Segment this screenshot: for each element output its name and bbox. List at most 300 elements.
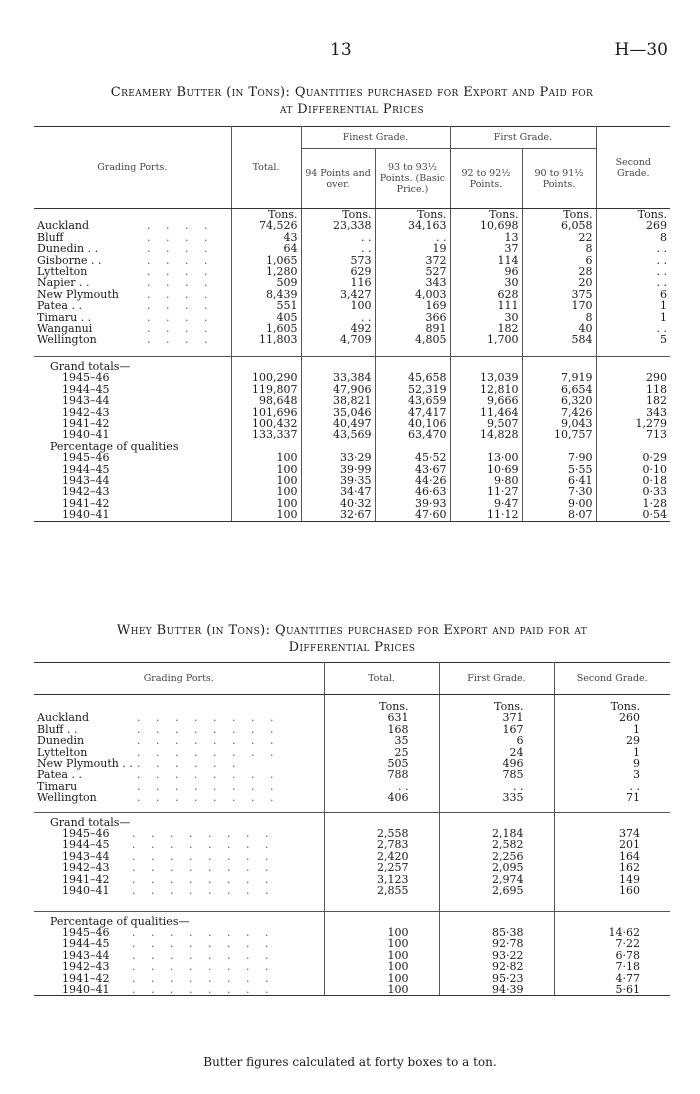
leader-dots: . . . . . . . . — [132, 937, 275, 951]
port-name — [34, 792, 324, 803]
cell-second: 374 — [554, 828, 670, 839]
cell-second: 162 — [554, 862, 670, 873]
cell-p94: . . — [301, 312, 375, 323]
cell-p94: 47,906 — [301, 384, 375, 395]
year-label: 1944–45 — [62, 838, 110, 852]
cell-second: 149 — [554, 874, 670, 885]
cell-first: 2,095 — [439, 862, 554, 873]
cell-total: 100,290 — [231, 372, 301, 383]
year-label: 1943–44 — [62, 473, 110, 487]
cell-total: 1,280 — [231, 266, 301, 277]
cell-p94: 33·29 — [301, 452, 375, 463]
cell-p90: 7·30 — [522, 486, 596, 497]
cell-p92: 1,700 — [450, 334, 522, 345]
port-label: Patea . . — [37, 768, 82, 782]
table-row — [34, 220, 670, 231]
unit-label: Tons. — [324, 701, 439, 712]
col-first-grade: First Grade. — [450, 127, 596, 149]
year-label: 1942–43 — [62, 861, 110, 875]
unit-label: Tons. — [522, 209, 596, 221]
leader-dots: . . . . — [147, 333, 214, 347]
table-row — [34, 769, 670, 780]
unit-label: Tons. — [450, 209, 522, 221]
year-label: 1941–42 — [62, 872, 110, 886]
cell-second: 260 — [554, 712, 670, 723]
leader-dots: . . . . — [147, 230, 214, 244]
cell-p92: 37 — [450, 243, 522, 254]
cell-total: 8,439 — [231, 289, 301, 300]
cell-p92: 9·80 — [450, 475, 522, 486]
cell-p93: 169 — [375, 300, 450, 311]
cell-p92: 182 — [450, 323, 522, 334]
leader-dots: . . . . — [147, 287, 214, 301]
creamery-title-line2: at Differential Prices — [279, 102, 425, 117]
year-label: 1945–46 — [62, 925, 110, 939]
cell-p92: 12,810 — [450, 384, 522, 395]
cell-total: 168 — [324, 724, 439, 735]
table-row — [34, 395, 670, 406]
cell-p94: . . — [301, 232, 375, 243]
leader-dots: . . . . . . — [137, 757, 242, 771]
cell-p94: 629 — [301, 266, 375, 277]
cell-second: 0·33 — [596, 486, 670, 497]
cell-p94: 34·47 — [301, 486, 375, 497]
cell-second: 160 — [554, 885, 670, 896]
cell-total: 100 — [324, 950, 439, 961]
creamery-table — [34, 126, 670, 522]
cell-p94: . . — [301, 243, 375, 254]
cell-total: 100 — [324, 961, 439, 972]
percentage-heading — [34, 916, 670, 927]
cell-total: 133,337 — [231, 429, 301, 440]
port-label: Patea . . — [37, 299, 82, 313]
cell-p94: 4,709 — [301, 334, 375, 345]
cell-second: . . — [596, 243, 670, 254]
table-row — [34, 735, 670, 746]
cell-p94: 38,821 — [301, 395, 375, 406]
cell-first: 785 — [439, 769, 554, 780]
cell-total: . . — [324, 781, 439, 792]
year-label: 1945–46 — [62, 827, 110, 841]
table-row — [34, 862, 670, 873]
cell-second: 4·77 — [554, 973, 670, 984]
cell-second: 7·22 — [554, 938, 670, 949]
cell-total: 64 — [231, 243, 301, 254]
cell-total: 25 — [324, 747, 439, 758]
spacer-row — [34, 804, 670, 813]
cell-first: 167 — [439, 724, 554, 735]
cell-second: 8 — [596, 232, 670, 243]
cell-p90: 8·07 — [522, 509, 596, 521]
cell-p93: 45,658 — [375, 372, 450, 383]
whey-col-first-grade: First Grade. — [439, 663, 554, 695]
cell-p90: 5·55 — [522, 464, 596, 475]
spacer-cell — [450, 346, 522, 357]
spacer-cell — [375, 346, 450, 357]
port-label: New Plymouth . . — [37, 757, 133, 771]
cell-p93: 46·63 — [375, 486, 450, 497]
spacer-cell — [324, 897, 439, 912]
spacer-cell — [439, 804, 554, 813]
cell-first: 2,974 — [439, 874, 554, 885]
cell-total: 100 — [231, 464, 301, 475]
cell-p93: 52,319 — [375, 384, 450, 395]
cell-p93: 47·60 — [375, 509, 450, 521]
cell-p92: 10·69 — [450, 464, 522, 475]
cell-p93: . . — [375, 232, 450, 243]
leader-dots: . . . . . . . . — [137, 779, 280, 793]
spacer-cell — [34, 897, 324, 912]
spacer-cell — [231, 346, 301, 357]
page-header — [0, 40, 700, 64]
col-94-points: 94 Points and over. — [301, 149, 375, 209]
year-cell — [34, 429, 231, 440]
col-second-grade: Second Grade. — [596, 127, 670, 209]
units-row — [34, 701, 670, 712]
cell-p94: 33,384 — [301, 372, 375, 383]
leader-dots: . . . . . . . . — [137, 791, 280, 805]
leader-dots: . . . . . . . . — [132, 884, 275, 898]
cell-p90: 8 — [522, 243, 596, 254]
year-label: 1941–42 — [62, 416, 110, 430]
spacer-cell — [301, 346, 375, 357]
whey-col-grading-ports: Grading Ports. — [34, 663, 324, 695]
percentage-label: Percentage of qualities— — [50, 914, 190, 928]
cell-second: 3 — [554, 769, 670, 780]
col-grading-ports: Grading Ports. — [34, 127, 231, 209]
cell-first: 94·39 — [439, 984, 554, 996]
cell-p94: 40,497 — [301, 418, 375, 429]
col-92-points: 92 to 92½ Points. — [450, 149, 522, 209]
cell-p90: 6·41 — [522, 475, 596, 486]
year-label: 1945–46 — [62, 371, 110, 385]
cell-p94: 573 — [301, 255, 375, 266]
cell-total: 101,696 — [231, 407, 301, 418]
cell-p90: 40 — [522, 323, 596, 334]
cell-first: 2,256 — [439, 851, 554, 862]
port-label: Lyttelton — [37, 265, 88, 279]
cell-p93: 39·93 — [375, 498, 450, 509]
cell-p90: 7,919 — [522, 372, 596, 383]
cell-first: 24 — [439, 747, 554, 758]
table-row — [34, 961, 670, 972]
port-label: Timaru . . — [37, 310, 92, 324]
cell-total: 100 — [231, 486, 301, 497]
cell-p94: 23,338 — [301, 220, 375, 231]
spacer-cell — [554, 804, 670, 813]
cell-p90: 6,320 — [522, 395, 596, 406]
cell-p92: 13 — [450, 232, 522, 243]
cell-total: 405 — [231, 312, 301, 323]
cell-p93: 47,417 — [375, 407, 450, 418]
port-label: Gisborne . . — [37, 253, 102, 267]
year-label: 1944–45 — [62, 462, 110, 476]
cell-second: 0·54 — [596, 509, 670, 521]
cell-second: 0·10 — [596, 464, 670, 475]
cell-p90: 375 — [522, 289, 596, 300]
col-90-points: 90 to 91½ Points. — [522, 149, 596, 209]
cell-p93: 4,805 — [375, 334, 450, 345]
cell-second: 182 — [596, 395, 670, 406]
table-row — [34, 429, 670, 440]
leader-dots: . . . . . . . . — [132, 838, 275, 852]
table-row — [34, 758, 670, 769]
year-label: 1944–45 — [62, 382, 110, 396]
percentage-label: Percentage of qualities — [50, 439, 179, 453]
cell-p94: 3,427 — [301, 289, 375, 300]
port-label: Napier . . — [37, 276, 90, 290]
whey-col-total: Total. — [324, 663, 439, 695]
table-row — [34, 509, 670, 521]
cell-total: 2,257 — [324, 862, 439, 873]
table-row — [34, 334, 670, 345]
cell-p94: 39·99 — [301, 464, 375, 475]
cell-total: 631 — [324, 712, 439, 723]
cell-p90: 9·00 — [522, 498, 596, 509]
cell-p93: 45·52 — [375, 452, 450, 463]
cell-total: 2,420 — [324, 851, 439, 862]
cell-p93: 40,106 — [375, 418, 450, 429]
cell-second: 5·61 — [554, 984, 670, 996]
cell-p92: 111 — [450, 300, 522, 311]
port-label: Auckland — [37, 711, 90, 725]
cell-total: 406 — [324, 792, 439, 803]
cell-p90: 7,426 — [522, 407, 596, 418]
whey-title-line2: Differential Prices — [288, 640, 416, 655]
leader-dots: . . . . . . . . — [132, 872, 275, 886]
table-row — [34, 984, 670, 996]
cell-first: 2,695 — [439, 885, 554, 896]
leader-dots: . . . . — [147, 276, 214, 290]
port-name — [34, 334, 231, 345]
cell-total: 100 — [231, 452, 301, 463]
table-row — [34, 372, 670, 383]
port-label: Bluff . . — [37, 722, 78, 736]
port-label: New Plymouth — [37, 287, 119, 301]
table-row — [34, 828, 670, 839]
cell-p90: 6 — [522, 255, 596, 266]
cell-p92: 628 — [450, 289, 522, 300]
leader-dots: . . . . — [147, 299, 214, 313]
table-row — [34, 781, 670, 792]
leader-dots: . . . . — [147, 242, 214, 256]
table-row — [34, 724, 670, 735]
unit-label: Tons. — [554, 701, 670, 712]
year-cell — [34, 395, 231, 406]
cell-p93: 4,003 — [375, 289, 450, 300]
leader-dots: . . . . . . . . — [132, 861, 275, 875]
empty-cell — [554, 817, 670, 828]
table-row — [34, 851, 670, 862]
cell-p93: 43,659 — [375, 395, 450, 406]
year-label: 1943–44 — [62, 948, 110, 962]
table-row — [34, 927, 670, 938]
cell-p93: 343 — [375, 277, 450, 288]
cell-p92: 11·27 — [450, 486, 522, 497]
table-row — [34, 839, 670, 850]
table-row — [34, 938, 670, 949]
cell-second: . . — [596, 266, 670, 277]
cell-p92: 114 — [450, 255, 522, 266]
cell-p90: 7·90 — [522, 452, 596, 463]
year-label: 1943–44 — [62, 849, 110, 863]
col-finest-grade: Finest Grade. — [301, 127, 450, 149]
cell-total: 119,807 — [231, 384, 301, 395]
cell-p93: 891 — [375, 323, 450, 334]
port-label: Dunedin . . — [37, 242, 99, 256]
cell-p93: 63,470 — [375, 429, 450, 440]
cell-total: 100 — [324, 984, 439, 996]
cell-p94: 492 — [301, 323, 375, 334]
creamery-title-line1: Creamery Butter (in Tons): Quantities purchased for Export and Paid for — [110, 85, 594, 100]
year-cell — [34, 372, 231, 383]
leader-dots: . . . . — [147, 253, 214, 267]
cell-total: 100 — [324, 973, 439, 984]
unit-label: Tons. — [375, 209, 450, 221]
year-label: 1940–41 — [62, 884, 110, 898]
cell-second: 0·29 — [596, 452, 670, 463]
cell-total: 2,855 — [324, 885, 439, 896]
cell-p90: 8 — [522, 312, 596, 323]
cell-second: 1 — [554, 747, 670, 758]
cell-p94: 39·35 — [301, 475, 375, 486]
cell-total: 1,065 — [231, 255, 301, 266]
cell-first: 92·78 — [439, 938, 554, 949]
year-label: 1940–41 — [62, 982, 110, 996]
table-row — [34, 300, 670, 311]
cell-second: 9 — [554, 758, 670, 769]
spacer-row — [34, 346, 670, 357]
cell-p92: 10,698 — [450, 220, 522, 231]
cell-p92: 11·12 — [450, 509, 522, 521]
cell-first: 496 — [439, 758, 554, 769]
cell-total: 551 — [231, 300, 301, 311]
table-row — [34, 885, 670, 896]
cell-first: 95·23 — [439, 973, 554, 984]
cell-second: 0·18 — [596, 475, 670, 486]
unit-label: Tons. — [596, 209, 670, 221]
cell-p93: 43·67 — [375, 464, 450, 475]
cell-total: 100 — [231, 498, 301, 509]
year-label: 1945–46 — [62, 451, 110, 465]
spacer-cell — [554, 897, 670, 912]
cell-second: . . — [596, 323, 670, 334]
cell-second: 1,279 — [596, 418, 670, 429]
table-row — [34, 712, 670, 723]
table-row — [34, 243, 670, 254]
cell-second: 6 — [596, 289, 670, 300]
cell-first: 371 — [439, 712, 554, 723]
year-cell — [34, 984, 324, 996]
table-row — [34, 973, 670, 984]
spacer-row — [34, 897, 670, 912]
cell-second: 1 — [596, 300, 670, 311]
leader-dots: . . . . — [147, 265, 214, 279]
cell-total: 2,783 — [324, 839, 439, 850]
cell-first: 6 — [439, 735, 554, 746]
year-label: 1943–44 — [62, 394, 110, 408]
table-row — [34, 874, 670, 885]
cell-p92: 30 — [450, 277, 522, 288]
cell-second: 1 — [596, 312, 670, 323]
table-row — [34, 452, 670, 463]
whey-col-second-grade: Second Grade. — [554, 663, 670, 695]
year-label: 1944–45 — [62, 937, 110, 951]
year-label: 1942–43 — [62, 485, 110, 499]
leader-dots: . . . . . . . . — [132, 925, 275, 939]
footnote: Butter figures calculated at forty boxes to a ton. — [203, 1055, 497, 1069]
spacer-cell — [596, 346, 670, 357]
spacer-cell — [324, 804, 439, 813]
cell-p90: 170 — [522, 300, 596, 311]
cell-second: 713 — [596, 429, 670, 440]
cell-p92: 96 — [450, 266, 522, 277]
leader-dots: . . . . . . . . — [132, 960, 275, 974]
cell-total: 100,432 — [231, 418, 301, 429]
cell-p92: 13·00 — [450, 452, 522, 463]
col-93-points: 93 to 93½ Points. (Basic Price.) — [375, 149, 450, 209]
cell-first: 2,184 — [439, 828, 554, 839]
cell-p90: 6,058 — [522, 220, 596, 231]
cell-p94: 116 — [301, 277, 375, 288]
cell-p92: 11,464 — [450, 407, 522, 418]
cell-p93: 372 — [375, 255, 450, 266]
spacer-cell — [34, 346, 231, 357]
cell-second: 71 — [554, 792, 670, 803]
cell-total: 788 — [324, 769, 439, 780]
cell-first: 85·38 — [439, 927, 554, 938]
leader-dots: . . . . . . . . — [137, 768, 280, 782]
table-row — [34, 232, 670, 243]
leader-dots: . . . . . . . . — [132, 982, 275, 996]
cell-second: 269 — [596, 220, 670, 231]
document-reference: H—30 — [614, 40, 668, 60]
unit-label: Tons. — [301, 209, 375, 221]
cell-total: 11,803 — [231, 334, 301, 345]
leader-dots: . . . . — [147, 219, 214, 233]
leader-dots: . . . . . . . . — [132, 971, 275, 985]
grand-totals-label: Grand totals— — [50, 359, 131, 373]
spacer-cell — [34, 804, 324, 813]
year-cell — [34, 885, 324, 896]
table-row — [34, 792, 670, 803]
table-row — [34, 950, 670, 961]
leader-dots: . . . . . . . . — [137, 734, 280, 748]
port-label: Lyttelton — [37, 745, 88, 759]
cell-total: 3,123 — [324, 874, 439, 885]
leader-dots: . . . . . . . . — [132, 827, 275, 841]
leader-dots: . . . . . . . . — [137, 745, 280, 759]
cell-total: 509 — [231, 277, 301, 288]
cell-p90: 6,654 — [522, 384, 596, 395]
cell-p92: 30 — [450, 312, 522, 323]
cell-first: 93·22 — [439, 950, 554, 961]
cell-p92: 9·47 — [450, 498, 522, 509]
year-label: 1940–41 — [34, 509, 231, 521]
empty-cell — [324, 916, 439, 927]
cell-total: 35 — [324, 735, 439, 746]
cell-p94: 32·67 — [301, 509, 375, 521]
year-label: 1941–42 — [62, 971, 110, 985]
port-label: Wellington — [37, 333, 97, 347]
cell-p94: 43,569 — [301, 429, 375, 440]
cell-total: 74,526 — [231, 220, 301, 231]
cell-second: 6·78 — [554, 950, 670, 961]
cell-second: 118 — [596, 384, 670, 395]
cell-p94: 35,046 — [301, 407, 375, 418]
year-label: 1940–41 — [62, 428, 110, 442]
whey-table — [34, 662, 670, 996]
